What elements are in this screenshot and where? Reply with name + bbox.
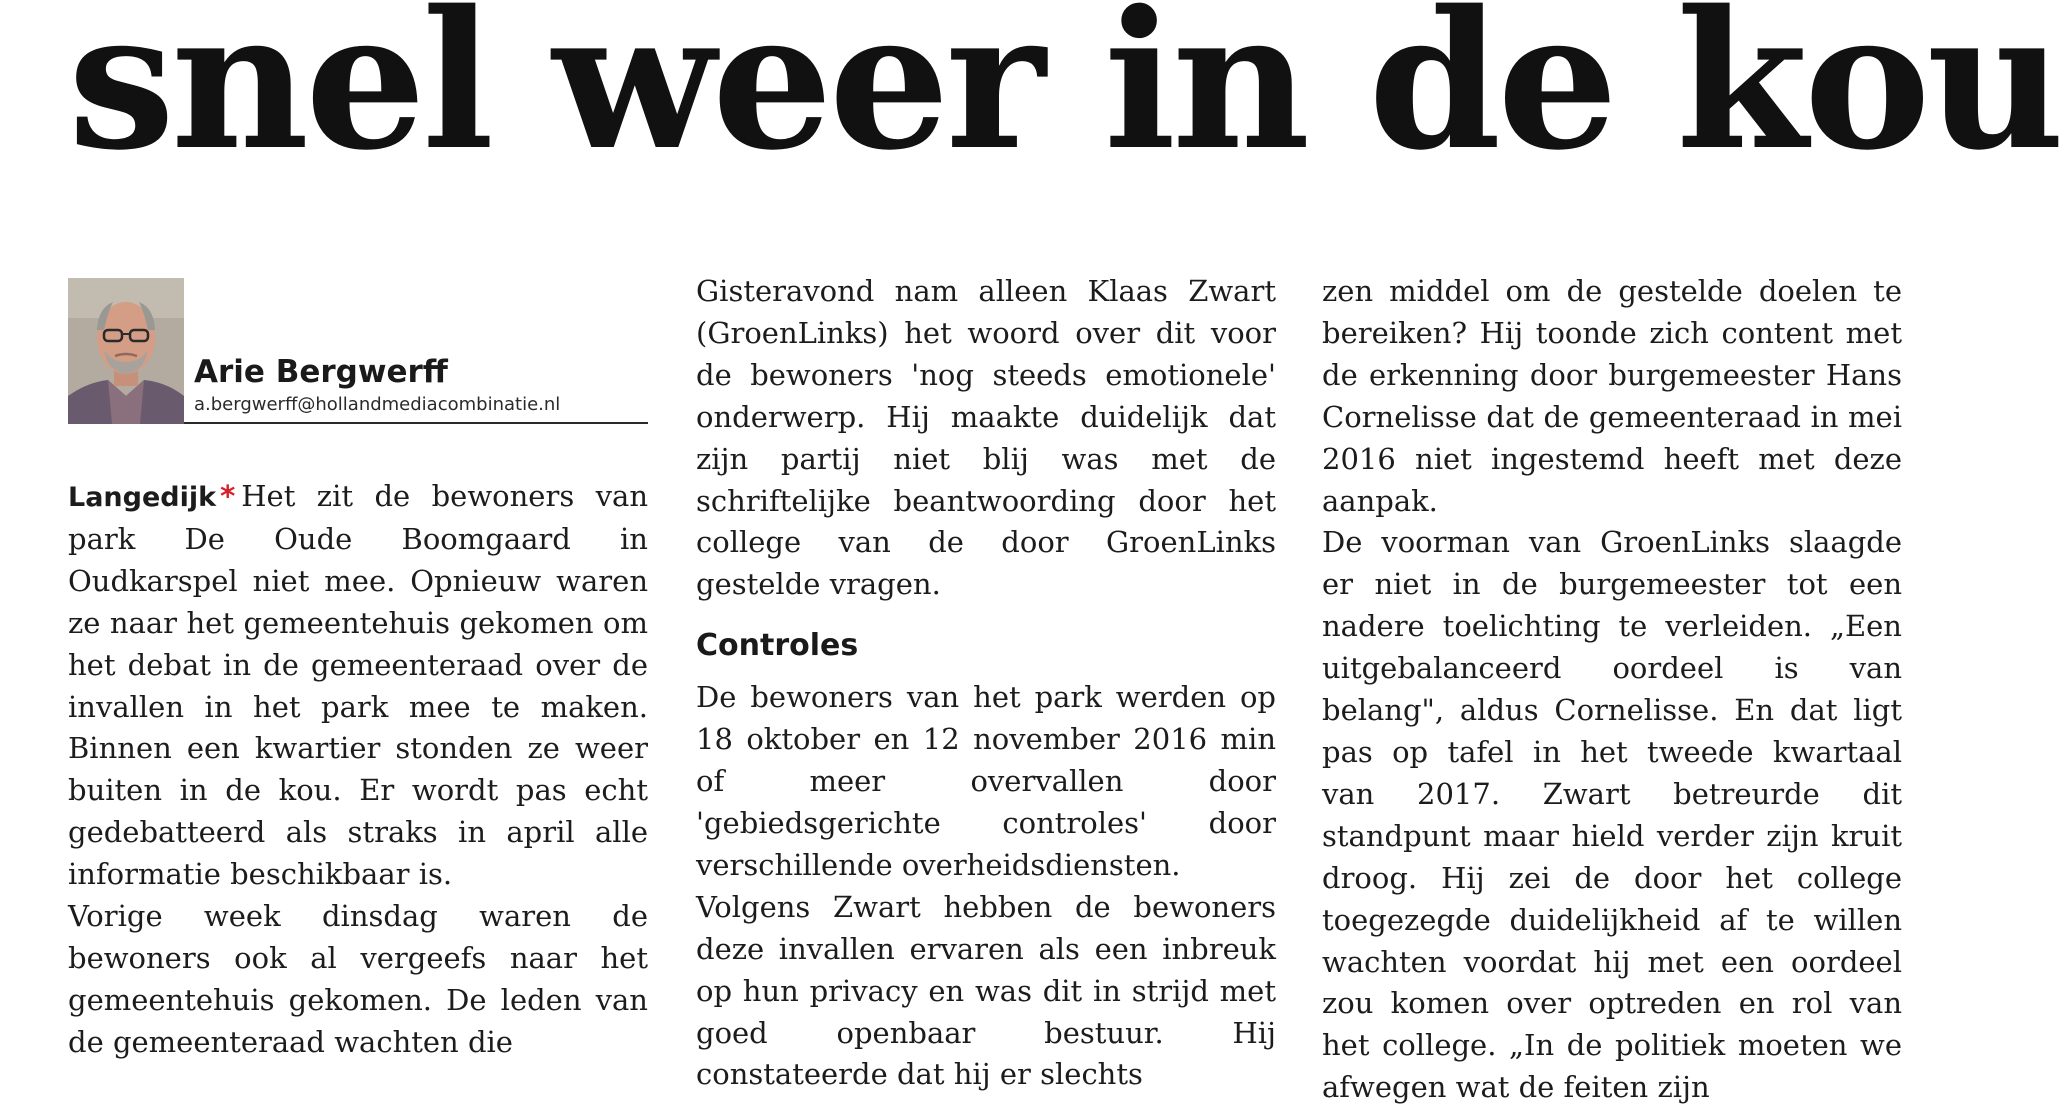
paragraph: De bewoners van het park werden op 18 oktober en 12 november 2016 min of meer overvallen door 'gebiedsgerichte controles' door verschillende overheidsdiensten.	[696, 680, 1276, 882]
paragraph: Volgens Zwart hebben de bewoners deze invallen ervaren als een inbreuk op hun privacy en was dit in strijd met goed openbaar bestuur. Hij constateerde dat hij er slechts	[696, 889, 1276, 1092]
author-name: Arie Bergwerff	[194, 354, 448, 390]
author-email[interactable]: a.bergwerff@hollandmediacombinatie.nl	[194, 394, 561, 415]
star-icon: *	[220, 479, 236, 513]
byline	[68, 270, 648, 424]
paragraph: Gisteravond nam alleen Klaas Zwart (GroenLinks) het woord over dit voor de bewoners 'nog steeds emotionele' onderwerp. Hij maakte duidelijk dat zijn partij niet blij was met de schriftelijke beantwoording door het college van de door GroenLinks gestelde vragen.	[696, 274, 1276, 602]
intro-paragraph	[68, 476, 648, 896]
paragraph: De voorman van GroenLinks slaagde er niet in de burgemeester tot een nadere toelichting te verleiden. „Een uitgebalanceerd oordeel is van belang", aldus Cornelisse. En dat ligt pas op tafel in het tweede kwartaal van 2017. Zwart betreurde dit standpunt maar hield verder zijn kruit droog. Hij zei de door het college toegezegde duidelijkheid af te willen wachten voordat hij met een oordeel zou komen over optreden en rol van het college. „In de politiek moeten we afwegen wat de feiten zijn	[1322, 525, 1902, 1105]
dateline: Langedijk	[68, 482, 217, 513]
paragraph: Vorige week dinsdag waren de bewoners ook al vergeefs naar het gemeentehuis gekomen. De leden van de gemeenteraad wachten die	[68, 899, 648, 1059]
author-photo	[68, 278, 184, 424]
subheading: Controles	[696, 628, 859, 664]
paragraph: zen middel om de gestelde doelen te bereiken? Hij toonde zich content met de erkenning door burgemeester Hans Cornelisse dat de gemeenteraad in mei 2016 niet ingestemd heeft met deze aanpak.	[1322, 274, 1902, 518]
article-column-1	[68, 270, 648, 1064]
article-column-3	[1322, 271, 1902, 1109]
headline: snel weer in de kou	[68, 0, 2061, 192]
intro-text: Het zit de bewoners van park De Oude Boomgaard in Oudkarspel niet mee. Opnieuw waren ze naar het gemeentehuis gekomen om het debat in de gemeenteraad over de invallen in het park mee te maken. Binnen een kwartier stonden ze weer buiten in de kou. Er wordt pas echt gedebatteerd als straks in april alle informatie beschikbaar is.	[68, 479, 648, 892]
article-column-2	[696, 271, 1276, 1096]
